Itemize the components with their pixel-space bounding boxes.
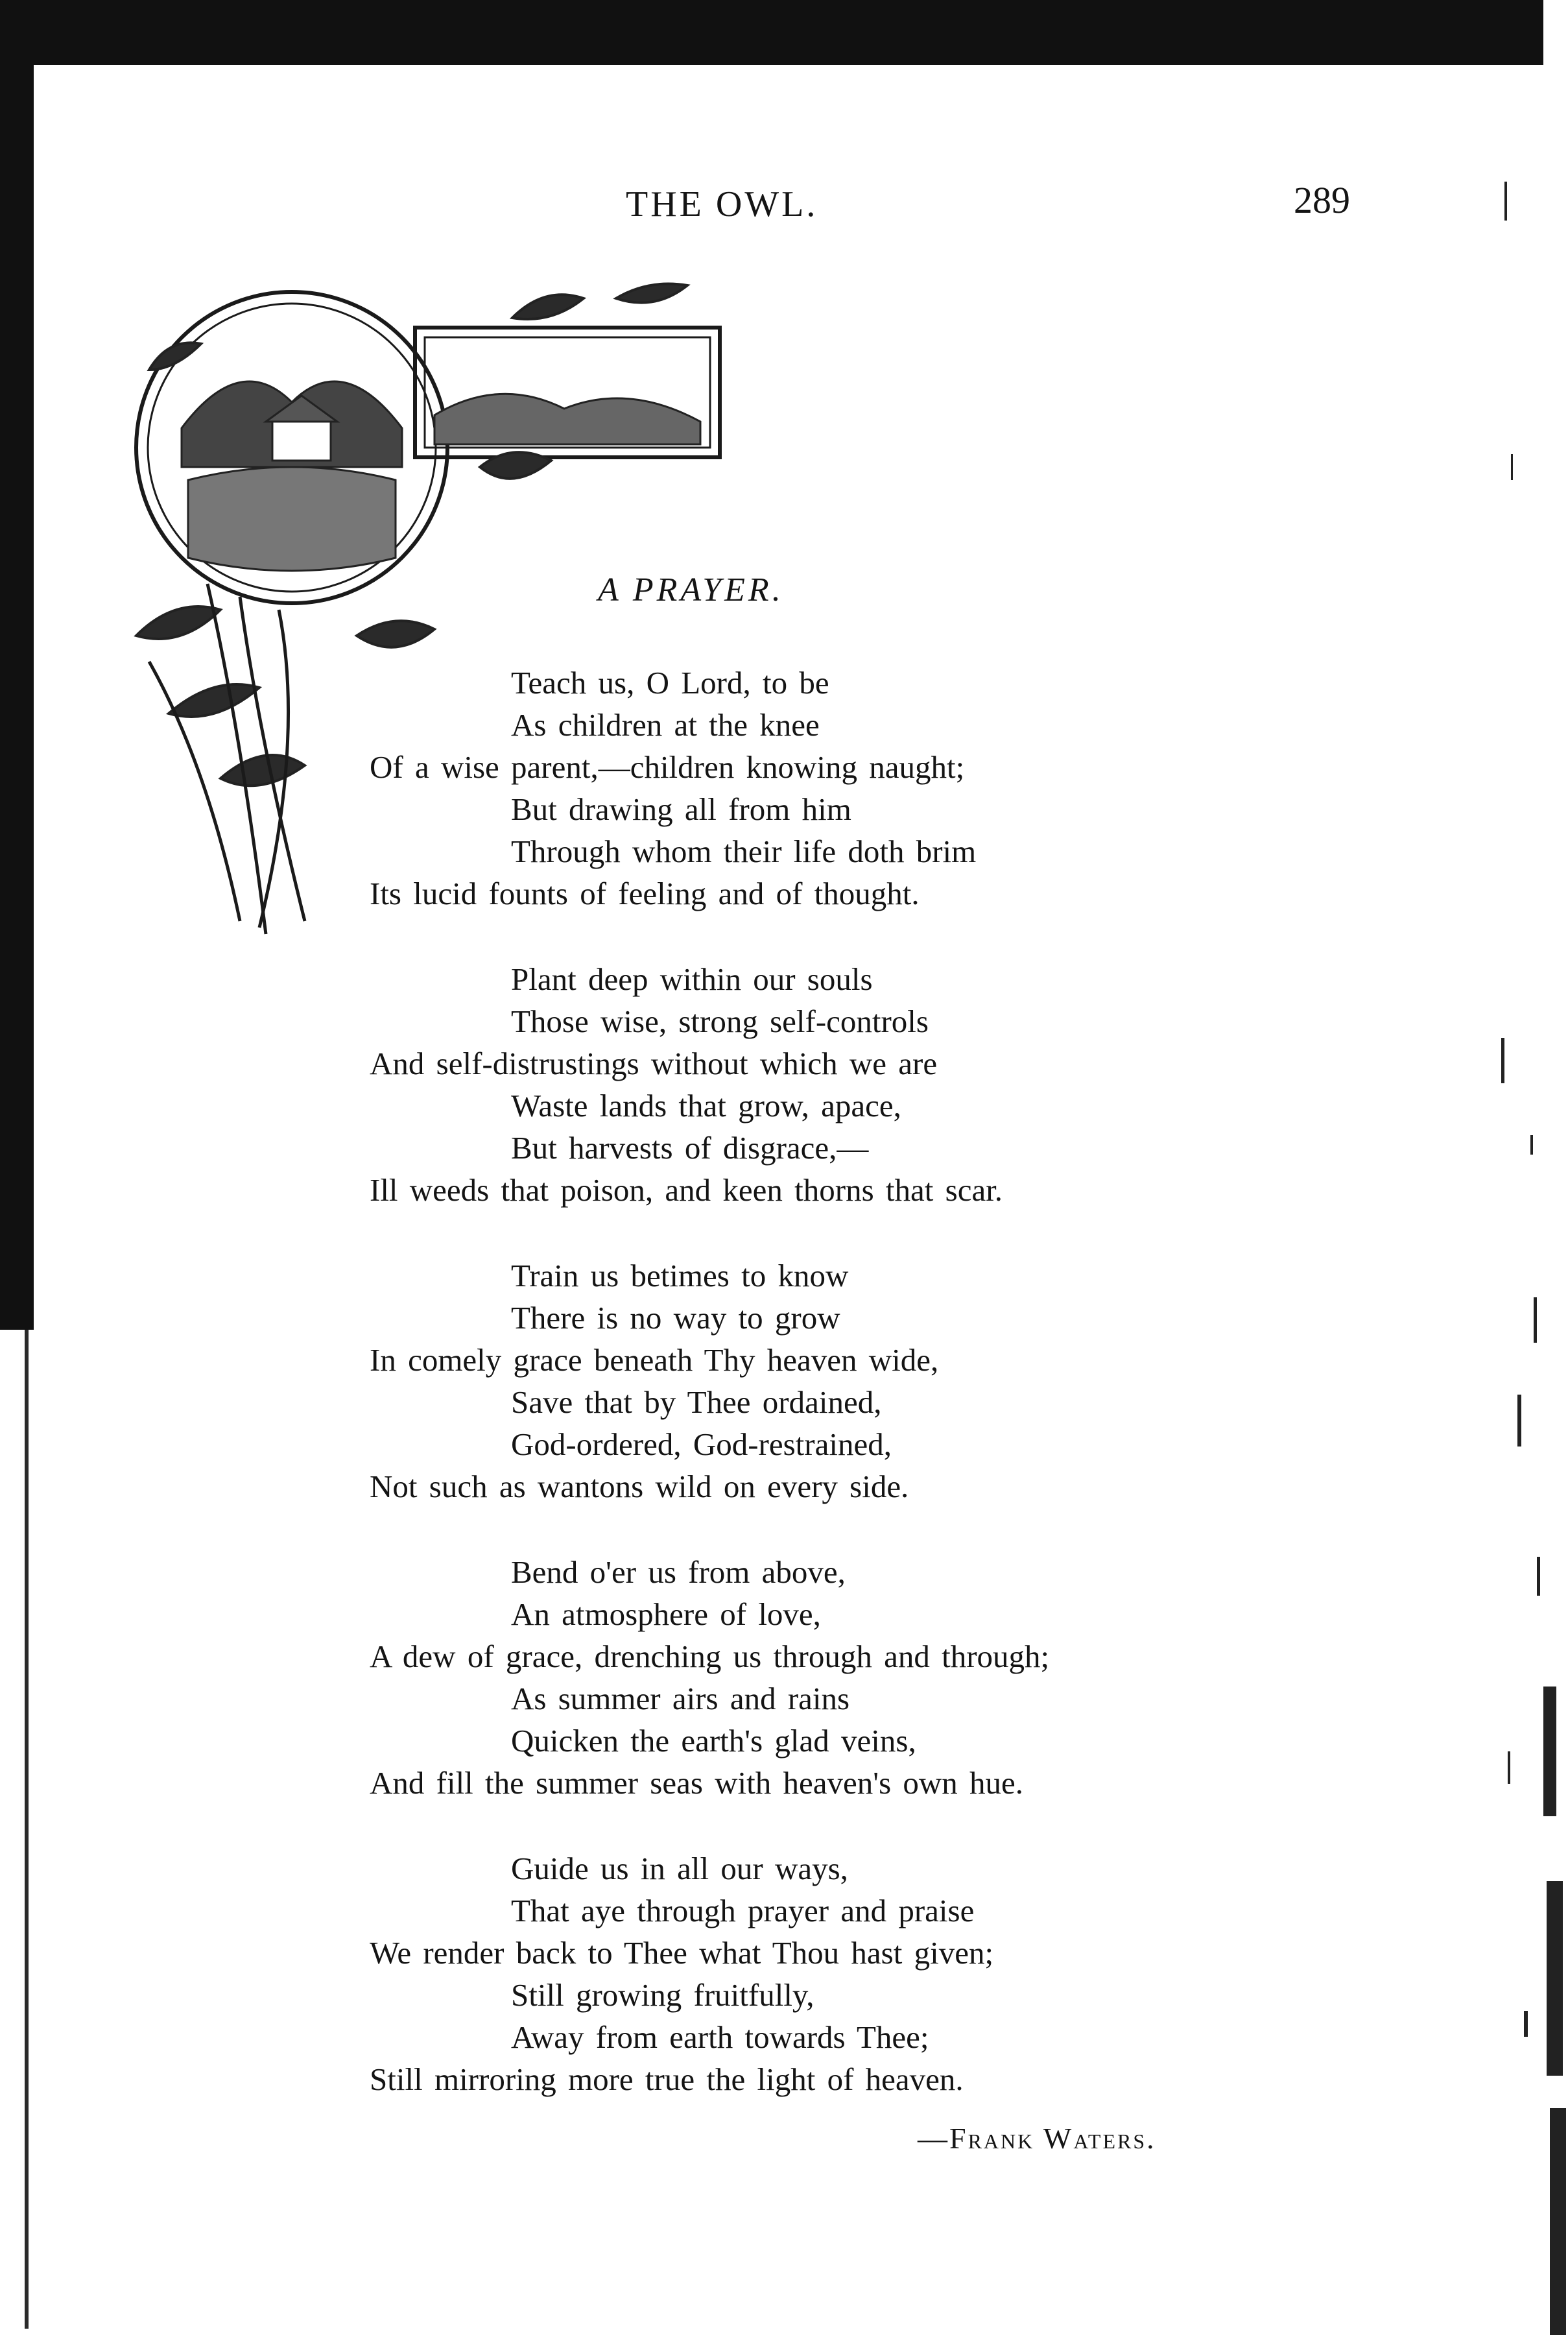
poem-line: As summer airs and rains xyxy=(511,1681,850,1716)
page-right-scan-edge xyxy=(1491,65,1568,2341)
poem-line: There is no way to grow xyxy=(511,1300,840,1336)
poem-line: Save that by Thee ordained, xyxy=(511,1384,882,1420)
poem-line: Ill weeds that poison, and keen thorns that scar. xyxy=(370,1172,1003,1208)
poem-line: We render back to Thee what Thou hast given; xyxy=(370,1935,994,1971)
poem-line: Those wise, strong self-controls xyxy=(511,1003,929,1039)
poem-line: Bend o'er us from above, xyxy=(511,1554,846,1590)
poem-line: Quicken the earth's glad veins, xyxy=(511,1723,916,1759)
stanza-4 xyxy=(0,1551,1297,1804)
poem-line: Teach us, O Lord, to be xyxy=(511,665,829,701)
page-top-scan-border xyxy=(26,0,1543,65)
poem-body xyxy=(0,662,1297,2144)
poem-line: Through whom their life doth brim xyxy=(511,834,977,869)
poem-line: Away from earth towards Thee; xyxy=(511,2019,929,2055)
poem-line: Still growing fruitfully, xyxy=(511,1977,814,2013)
poem-line: Of a wise parent,—children knowing naught; xyxy=(370,749,965,785)
poem-line: And self-distrustings without which we are xyxy=(370,1046,938,1081)
poem-line: As children at the knee xyxy=(511,707,820,743)
poem-line: That aye through prayer and praise xyxy=(511,1893,975,1928)
poem-line: But harvests of disgrace,— xyxy=(511,1130,869,1166)
page-number: 289 xyxy=(1294,179,1350,221)
poem-line: Still mirroring more true the light of heaven. xyxy=(370,2061,964,2097)
poem-line: But drawing all from him xyxy=(511,791,851,827)
poem-line: Guide us in all our ways, xyxy=(511,1851,848,1886)
poem-line: And fill the summer seas with heaven's own hue. xyxy=(370,1765,1024,1801)
poem-line: Not such as wantons wild on every side. xyxy=(370,1469,909,1504)
poem-line: An atmosphere of love, xyxy=(511,1596,821,1632)
poem-line: In comely grace beneath Thy heaven wide, xyxy=(370,1342,939,1378)
poem-line: God-ordered, God-restrained, xyxy=(511,1426,892,1462)
poem-line: Waste lands that grow, apace, xyxy=(511,1088,901,1123)
poem-line: Plant deep within our souls xyxy=(511,961,873,997)
poem-attribution: —Frank Waters. xyxy=(918,2122,1156,2155)
poem-line: Its lucid founts of feeling and of thought. xyxy=(370,876,920,911)
running-head: THE OWL. xyxy=(626,184,818,224)
stanza-5 xyxy=(0,1847,1297,2100)
poem-title: A PRAYER. xyxy=(598,571,784,608)
stanza-1 xyxy=(0,662,1297,915)
stanza-3 xyxy=(0,1255,1297,1507)
poem-line: A dew of grace, drenching us through and through; xyxy=(370,1639,1050,1674)
poem-line: Train us betimes to know xyxy=(511,1258,849,1293)
stanza-2 xyxy=(0,958,1297,1211)
